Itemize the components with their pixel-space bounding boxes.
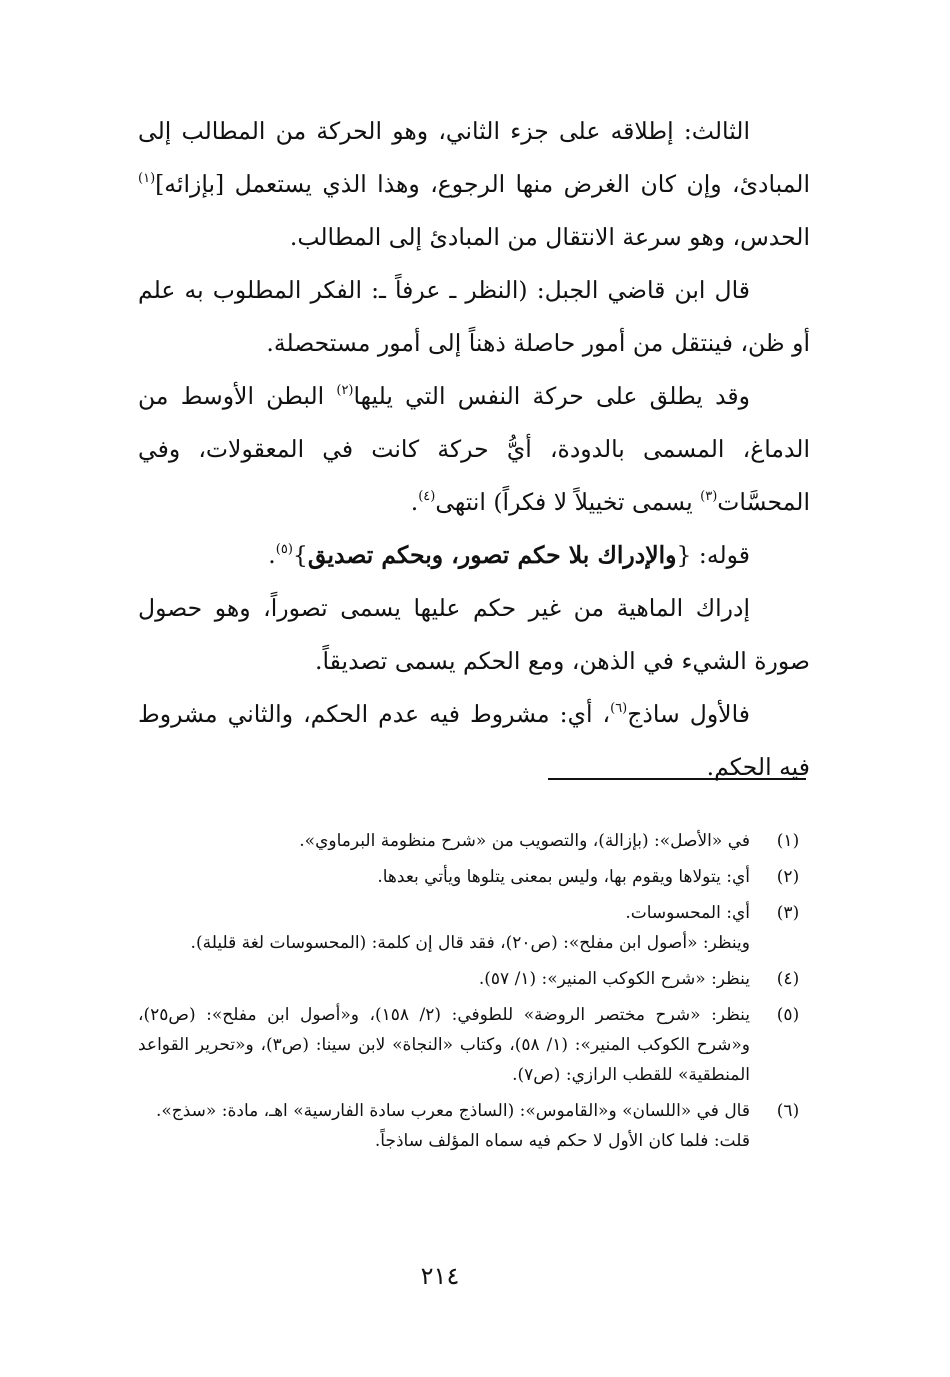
paragraph [138, 582, 810, 688]
page-number: ٢١٤ [420, 1262, 460, 1290]
footnote [138, 826, 810, 856]
footnote-text: أي: يتولاها ويقوم بها، وليس بمعنى يتلوها ويأتي بعدها. [377, 867, 750, 887]
paragraph [138, 370, 810, 529]
footnote [138, 898, 810, 958]
footnote-text: وينظر: «أصول ابن مفلح»: (ص٢٠)، فقد قال إن كلمة: (المحسوسات لغة قليلة). [190, 933, 750, 953]
paragraph-text: قوله: { [676, 541, 750, 569]
footnote-number: (٦) [776, 1101, 800, 1121]
footnote-number: (١) [776, 831, 800, 851]
matn-quote: والإدراك بلا حكم تصور، وبحكم تصديق [307, 541, 677, 569]
footnote-text: قال في «اللسان» و«القاموس»: (الساذج معرب سادة الفارسية» اهـ، مادة: «سذج». [155, 1101, 750, 1121]
paragraph-text: الحدس، وهو سرعة الانتقال من المبادئ إلى المطالب. [289, 223, 810, 251]
footnote [138, 1000, 810, 1090]
paragraph-text: وقد يطلق على حركة النفس التي يليها [353, 382, 750, 410]
footnote-ref: (٢) [336, 383, 354, 398]
footnote-text: أي: المحسوسات. [625, 903, 750, 923]
footnote [138, 964, 810, 994]
footnote-text: قلت: فلما كان الأول لا حكم فيه سماه المؤلف ساذجاً. [374, 1131, 750, 1151]
paragraph-text: } [292, 541, 308, 569]
footnote-ref: (١) [138, 171, 156, 186]
paragraph-text: . [410, 488, 419, 516]
paragraph [138, 264, 810, 370]
footnote-number: (٤) [776, 969, 800, 989]
paragraph-text: . [268, 541, 276, 569]
footnote-ref: (٦) [610, 701, 628, 716]
paragraph-text: الثالث: إطلاقه على جزء الثاني، وهو الحركة من المطالب إلى المبادئ، وإن كان الغرض منها الرجوع، وهذا الذي يستعمل [بإزائه] [138, 117, 810, 198]
paragraph [138, 529, 810, 582]
footnote-separator [548, 778, 806, 780]
footnote-number: (٢) [776, 867, 800, 887]
paragraph-text: إدراك الماهية من غير حكم عليها يسمى تصوراً، وهو حصول صورة الشيء في الذهن، ومع الحكم يسمى تصديقاً. [138, 594, 810, 675]
footnote-ref: (٤) [418, 489, 436, 504]
paragraph-text: فالأول ساذج [627, 700, 750, 728]
footnote-ref: (٥) [275, 542, 293, 557]
footnote-text: ينظر: «شرح مختصر الروضة» للطوفي: (٢/ ١٥٨)، و«أصول ابن مفلح»: (ص٢٥)، و«شرح الكوكب المنير»: (١/ ٥٨)، وكتاب «النجاة» لابن سينا: (ص٣)، و«تحرير القواعد المنطقية» للقطب الرازي: (ص٧). [138, 1005, 750, 1085]
footnote [138, 862, 810, 892]
paragraph-text: ، أي: مشروط فيه عدم الحكم، والثاني مشروط فيه الحكم. [138, 700, 810, 781]
footnote-number: (٣) [776, 903, 800, 923]
paragraph-text: يسمى تخييلاً لا فكراً) انتهى [435, 488, 701, 516]
paragraph-text: قال ابن قاضي الجبل: (النظر ـ عرفاً ـ: الفكر المطلوب به علم أو ظن، فينتقل من أمور حاصلة ذهناً إلى أمور مستحصلة. [138, 276, 810, 357]
footnote-text: في «الأصل»: (بإزالة)، والتصويب من «شرح منظومة البرماوي». [299, 831, 750, 851]
paragraph-text: البطن الأوسط من الدماغ، المسمى بالدودة، أيُّ حركة كانت في المعقولات، وفي المحسَّات [138, 382, 810, 516]
footnote-ref: (٣) [700, 489, 718, 504]
footnote [138, 1096, 810, 1156]
footnotes [138, 826, 810, 1162]
footnote-number: (٥) [776, 1005, 800, 1025]
paragraph [138, 105, 810, 264]
main-text [138, 105, 810, 794]
footnote-text: ينظر: «شرح الكوكب المنير»: (١/ ٥٧). [478, 969, 750, 989]
